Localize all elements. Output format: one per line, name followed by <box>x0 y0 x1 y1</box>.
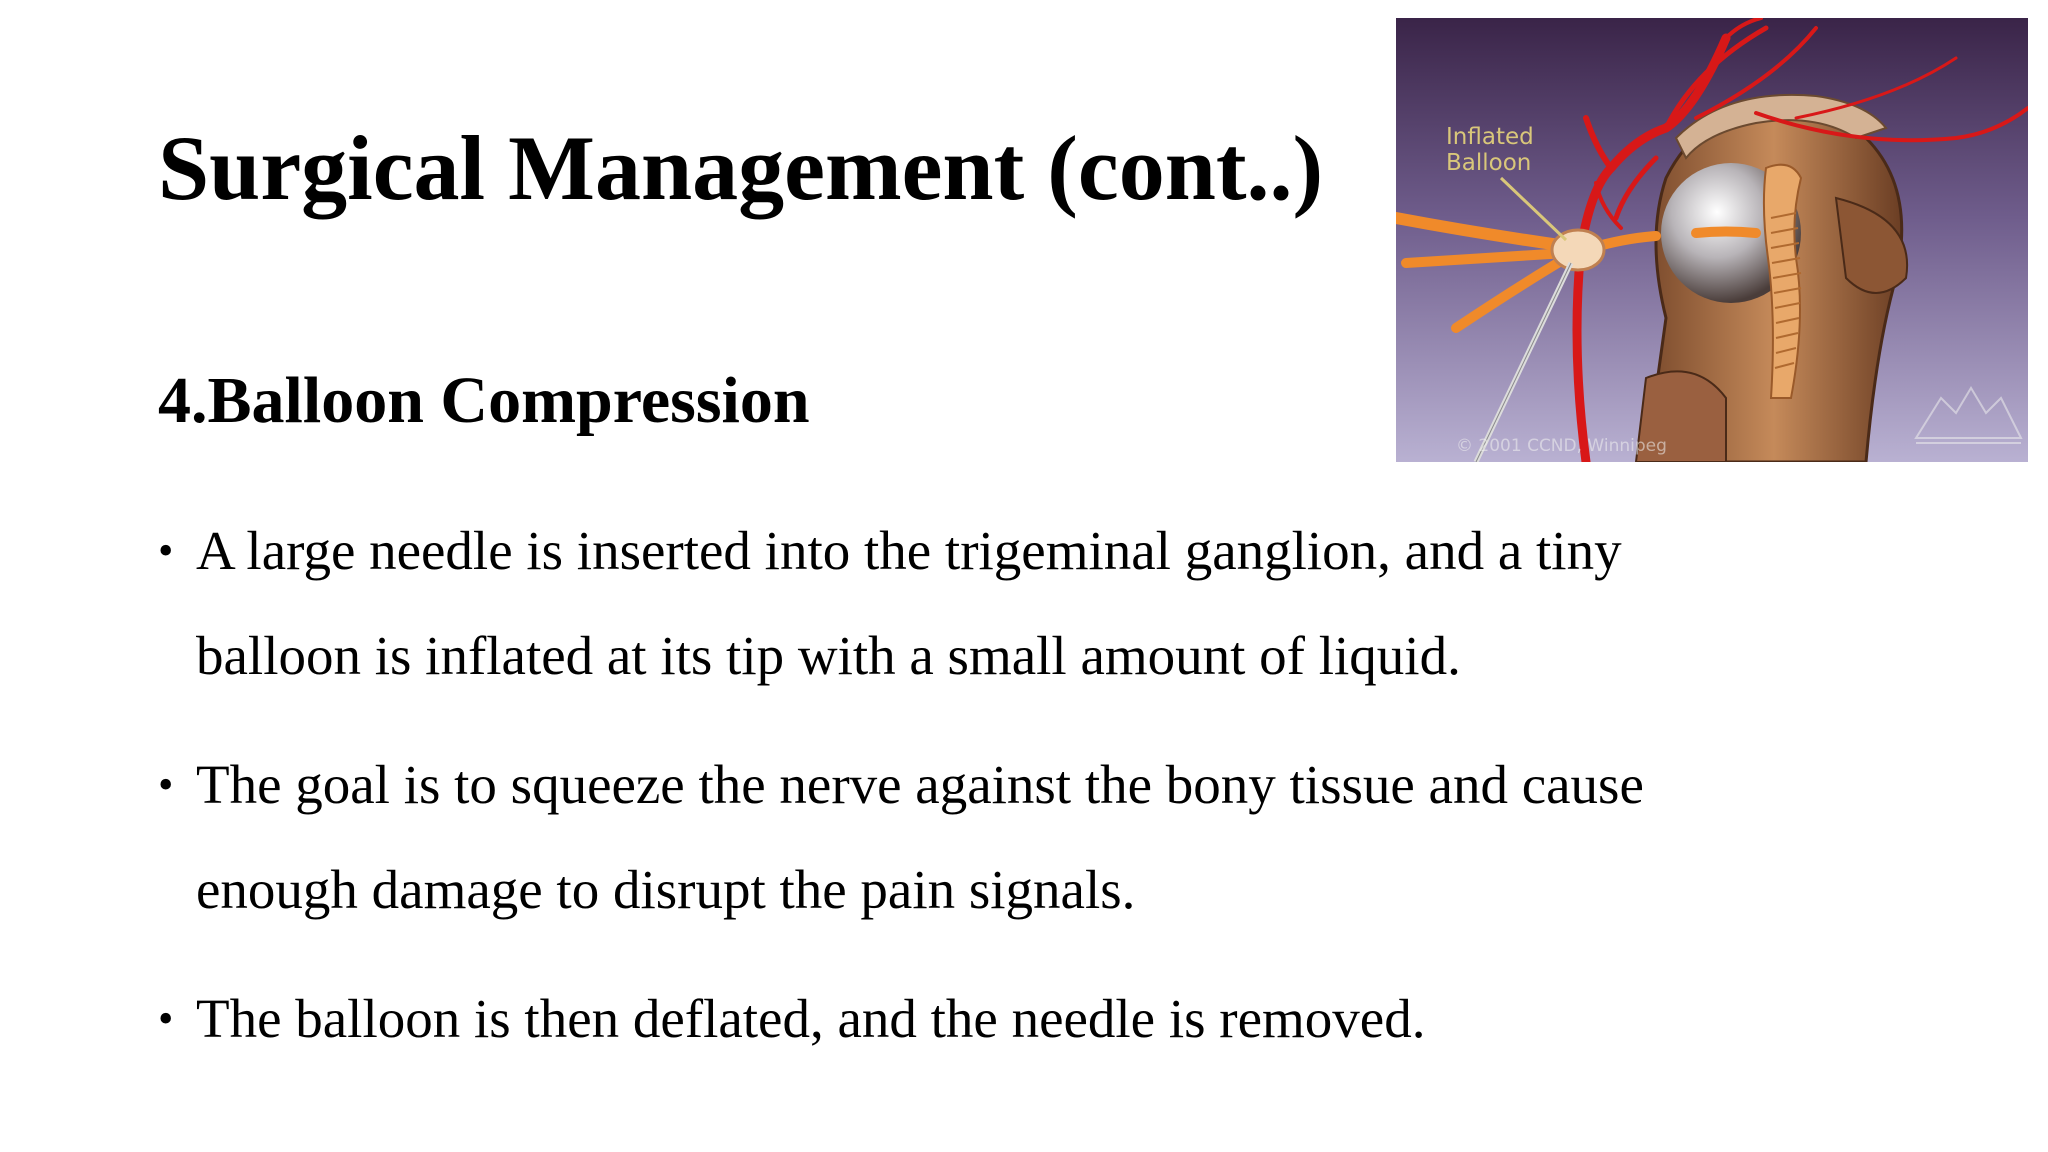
bullet-marker: • <box>158 760 174 809</box>
bullet-item <box>158 498 1878 708</box>
figure-label-line: Inflated <box>1446 124 1534 150</box>
figure-label <box>1446 124 1566 176</box>
bullet-text-line: The goal is to squeeze the nerve against the bony tissue and cause <box>196 754 1644 815</box>
figure-copyright: © 2001 CCND, Winnipeg <box>1456 436 1667 456</box>
slide-title: Surgical Management (cont..) <box>158 117 1324 219</box>
bullet-marker: • <box>158 526 174 575</box>
section-heading: 4.Balloon Compression <box>158 364 810 437</box>
bullet-text-line: The balloon is then deflated, and the needle is removed. <box>196 988 1426 1049</box>
balloon-compression-illustration <box>1396 18 2028 462</box>
figure-label-line: Balloon <box>1446 150 1532 176</box>
bullet-text-line: A large needle is inserted into the trigeminal ganglion, and a tiny <box>196 520 1622 581</box>
bullet-marker: • <box>158 994 174 1043</box>
bullet-item <box>158 966 1878 1071</box>
bullet-item <box>158 732 1878 942</box>
bullet-list <box>158 498 1878 1095</box>
bullet-text-line: balloon is inflated at its tip with a small amount of liquid. <box>196 625 1461 686</box>
bullet-text-line: enough damage to disrupt the pain signals. <box>196 859 1136 920</box>
anatomy-drawing <box>1396 18 2028 462</box>
